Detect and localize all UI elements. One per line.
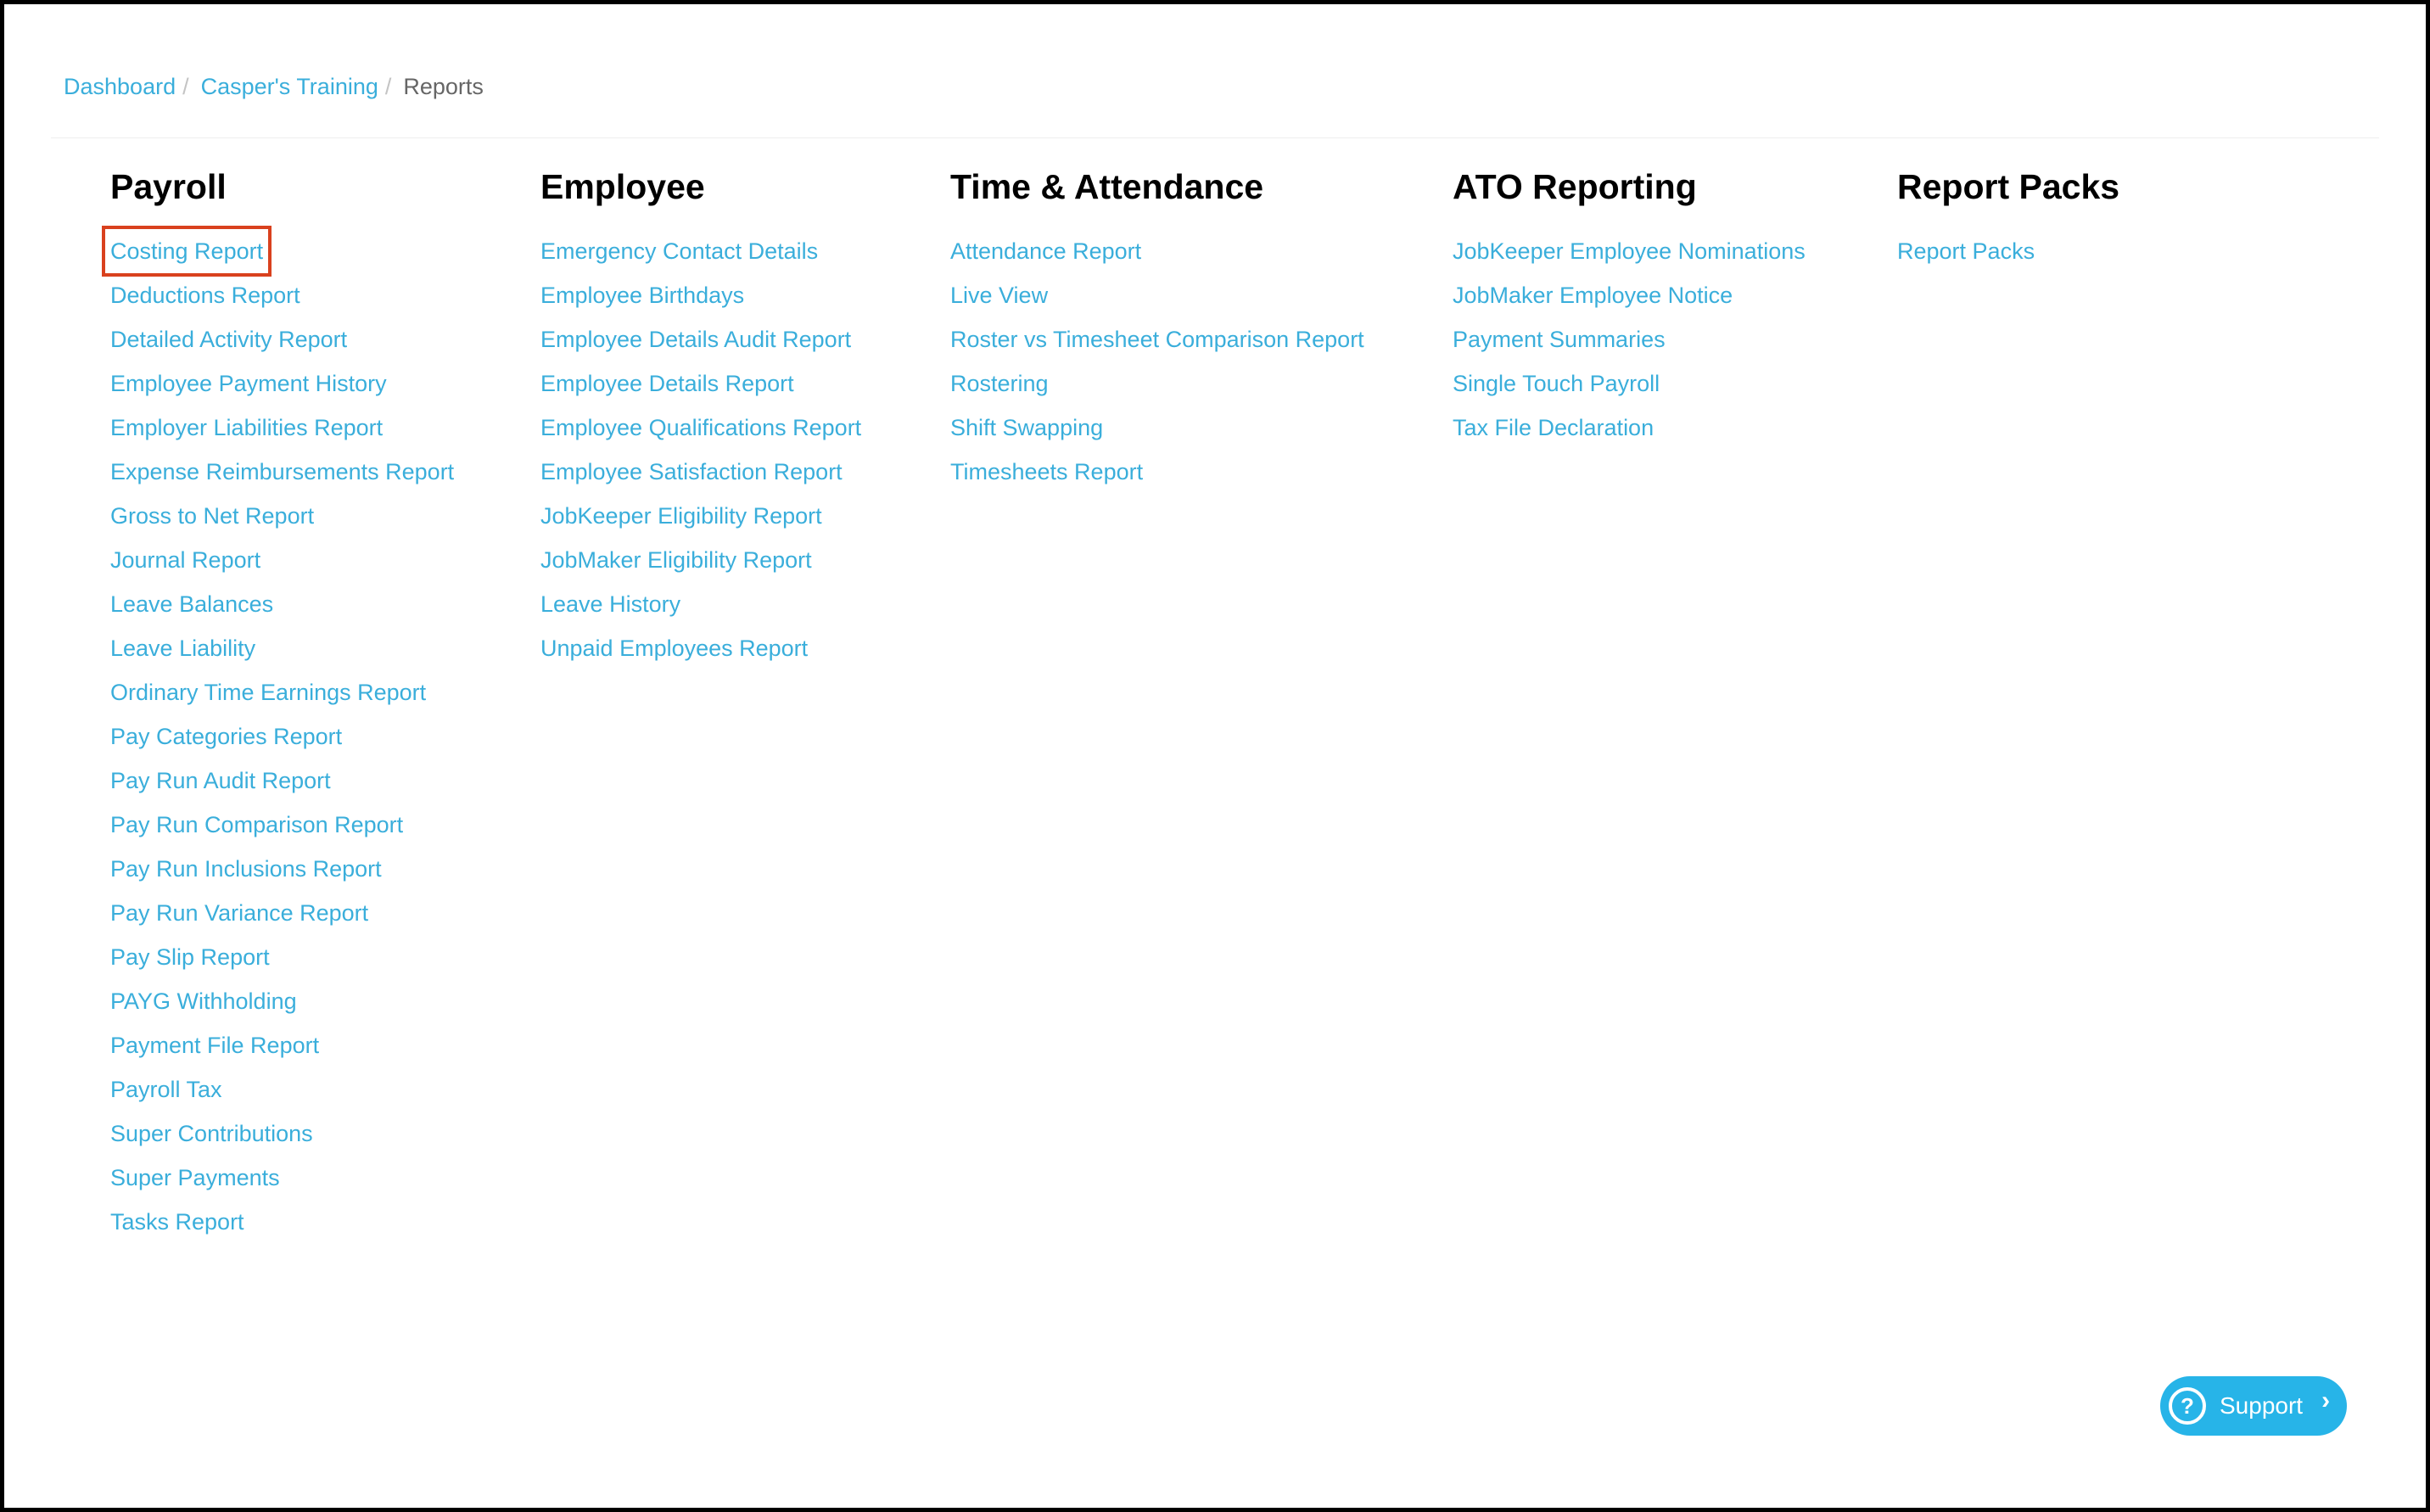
- report-link[interactable]: Employee Details Report: [540, 371, 794, 396]
- list-item: [540, 234, 861, 278]
- support-button[interactable]: [2160, 1376, 2347, 1436]
- list-item: [110, 322, 454, 367]
- list-item: [110, 1161, 454, 1205]
- report-link[interactable]: Employer Liabilities Report: [110, 415, 384, 440]
- list-item: [950, 367, 1364, 411]
- report-link[interactable]: Shift Swapping: [950, 415, 1104, 440]
- list-item: [110, 631, 454, 675]
- report-link[interactable]: JobKeeper Eligibility Report: [540, 503, 822, 529]
- report-link[interactable]: Pay Slip Report: [110, 944, 270, 970]
- report-link[interactable]: Rostering: [950, 371, 1049, 396]
- list-item: [110, 984, 454, 1028]
- list-item: [540, 543, 861, 587]
- column-title: Time & Attendance: [950, 167, 1264, 206]
- report-list: [950, 234, 1364, 499]
- report-link[interactable]: Detailed Activity Report: [110, 327, 348, 352]
- list-item: [950, 455, 1364, 499]
- list-item: [540, 411, 861, 455]
- list-item: [1453, 322, 1806, 367]
- list-item: [110, 940, 454, 984]
- ato-reporting-column: [1453, 161, 1806, 440]
- list-item: [950, 234, 1364, 278]
- list-item: [540, 367, 861, 411]
- report-link[interactable]: Pay Run Inclusions Report: [110, 856, 382, 882]
- list-item: [540, 587, 861, 631]
- payroll-column: [110, 161, 455, 1235]
- report-link[interactable]: Super Payments: [110, 1165, 280, 1190]
- chevron-right-icon: ›: [2321, 1386, 2331, 1414]
- report-link[interactable]: Deductions Report: [110, 283, 300, 308]
- report-link[interactable]: Single Touch Payroll: [1453, 371, 1660, 396]
- report-link[interactable]: Tax File Declaration: [1453, 415, 1655, 440]
- report-link[interactable]: Attendance Report: [950, 238, 1142, 264]
- report-list: [1453, 234, 1806, 455]
- column-title: Employee: [540, 167, 705, 206]
- list-item: [540, 278, 861, 322]
- column-title: ATO Reporting: [1453, 167, 1697, 206]
- support-label: Support: [2220, 1392, 2304, 1419]
- report-link[interactable]: Tasks Report: [110, 1209, 244, 1235]
- question-circle-icon: ?: [2169, 1387, 2206, 1425]
- report-link[interactable]: Payment Summaries: [1453, 327, 1666, 352]
- report-link[interactable]: JobMaker Employee Notice: [1453, 283, 1733, 308]
- list-item: [110, 675, 454, 720]
- report-link[interactable]: Expense Reimbursements Report: [110, 459, 455, 484]
- list-item: [110, 1205, 454, 1249]
- report-link[interactable]: Timesheets Report: [950, 459, 1144, 484]
- report-link[interactable]: Roster vs Timesheet Comparison Report: [950, 327, 1364, 352]
- time-attendance-column: [950, 161, 1364, 484]
- report-link[interactable]: Ordinary Time Earnings Report: [110, 680, 427, 705]
- list-item: [540, 455, 861, 499]
- list-item: [110, 411, 454, 455]
- list-item: [1453, 234, 1806, 278]
- list-item: [950, 278, 1364, 322]
- header-divider: [51, 137, 2379, 138]
- list-item: [110, 278, 454, 322]
- breadcrumb-dashboard[interactable]: Dashboard: [64, 74, 176, 99]
- report-link[interactable]: Payment File Report: [110, 1033, 320, 1058]
- report-link[interactable]: Pay Run Variance Report: [110, 900, 369, 926]
- list-item: [1453, 367, 1806, 411]
- report-link[interactable]: Live View: [950, 283, 1049, 308]
- report-link[interactable]: JobKeeper Employee Nominations: [1453, 238, 1806, 264]
- report-link[interactable]: Pay Categories Report: [110, 724, 343, 749]
- report-link[interactable]: Payroll Tax: [110, 1077, 222, 1102]
- list-item: [110, 764, 454, 808]
- list-item: [110, 720, 454, 764]
- report-link[interactable]: Gross to Net Report: [110, 503, 315, 529]
- list-item: [540, 322, 861, 367]
- report-link[interactable]: Leave Balances: [110, 591, 274, 617]
- list-item: [110, 1117, 454, 1161]
- list-item: [1453, 411, 1806, 455]
- report-link[interactable]: Employee Birthdays: [540, 283, 745, 308]
- list-item: [950, 322, 1364, 367]
- list-item: [110, 543, 454, 587]
- breadcrumb-separator: /: [182, 74, 189, 99]
- report-link[interactable]: Leave Liability: [110, 636, 256, 661]
- report-link[interactable]: Emergency Contact Details: [540, 238, 819, 264]
- list-item: [110, 808, 454, 852]
- list-item: [1897, 234, 2035, 278]
- report-link[interactable]: Report Packs: [1897, 238, 2035, 264]
- breadcrumb: [64, 71, 484, 102]
- list-item: [110, 1028, 454, 1072]
- report-link[interactable]: Pay Run Comparison Report: [110, 812, 404, 837]
- report-link[interactable]: Employee Qualifications Report: [540, 415, 862, 440]
- report-link[interactable]: PAYG Withholding: [110, 988, 297, 1014]
- list-item: [110, 234, 454, 278]
- report-link[interactable]: Employee Satisfaction Report: [540, 459, 843, 484]
- employee-column: [540, 161, 862, 661]
- report-link[interactable]: Employee Details Audit Report: [540, 327, 852, 352]
- report-link[interactable]: JobMaker Eligibility Report: [540, 547, 812, 573]
- report-packs-column: [1897, 161, 2120, 264]
- list-item: [110, 587, 454, 631]
- report-list: [110, 234, 454, 1249]
- column-title: Report Packs: [1897, 167, 2120, 206]
- breadcrumb-caspers-training[interactable]: Casper's Training: [200, 74, 378, 99]
- list-item: [1453, 278, 1806, 322]
- report-link[interactable]: Employee Payment History: [110, 371, 387, 396]
- report-link[interactable]: Journal Report: [110, 547, 261, 573]
- list-item: [110, 455, 454, 499]
- breadcrumb-current: Reports: [403, 74, 484, 99]
- list-item: [110, 852, 454, 896]
- report-link[interactable]: Pay Run Audit Report: [110, 768, 331, 793]
- list-item: [110, 367, 454, 411]
- report-link[interactable]: Unpaid Employees Report: [540, 636, 809, 661]
- column-title: Payroll: [110, 167, 227, 206]
- report-link[interactable]: Super Contributions: [110, 1121, 313, 1146]
- report-link[interactable]: Costing Report: [110, 234, 263, 268]
- list-item: [110, 499, 454, 543]
- list-item: [950, 411, 1364, 455]
- report-list: [540, 234, 861, 675]
- breadcrumb-separator: /: [384, 74, 392, 99]
- report-list: [1897, 234, 2035, 278]
- list-item: [110, 1072, 454, 1117]
- list-item: [540, 499, 861, 543]
- report-link[interactable]: Leave History: [540, 591, 681, 617]
- list-item: [540, 631, 861, 675]
- list-item: [110, 896, 454, 940]
